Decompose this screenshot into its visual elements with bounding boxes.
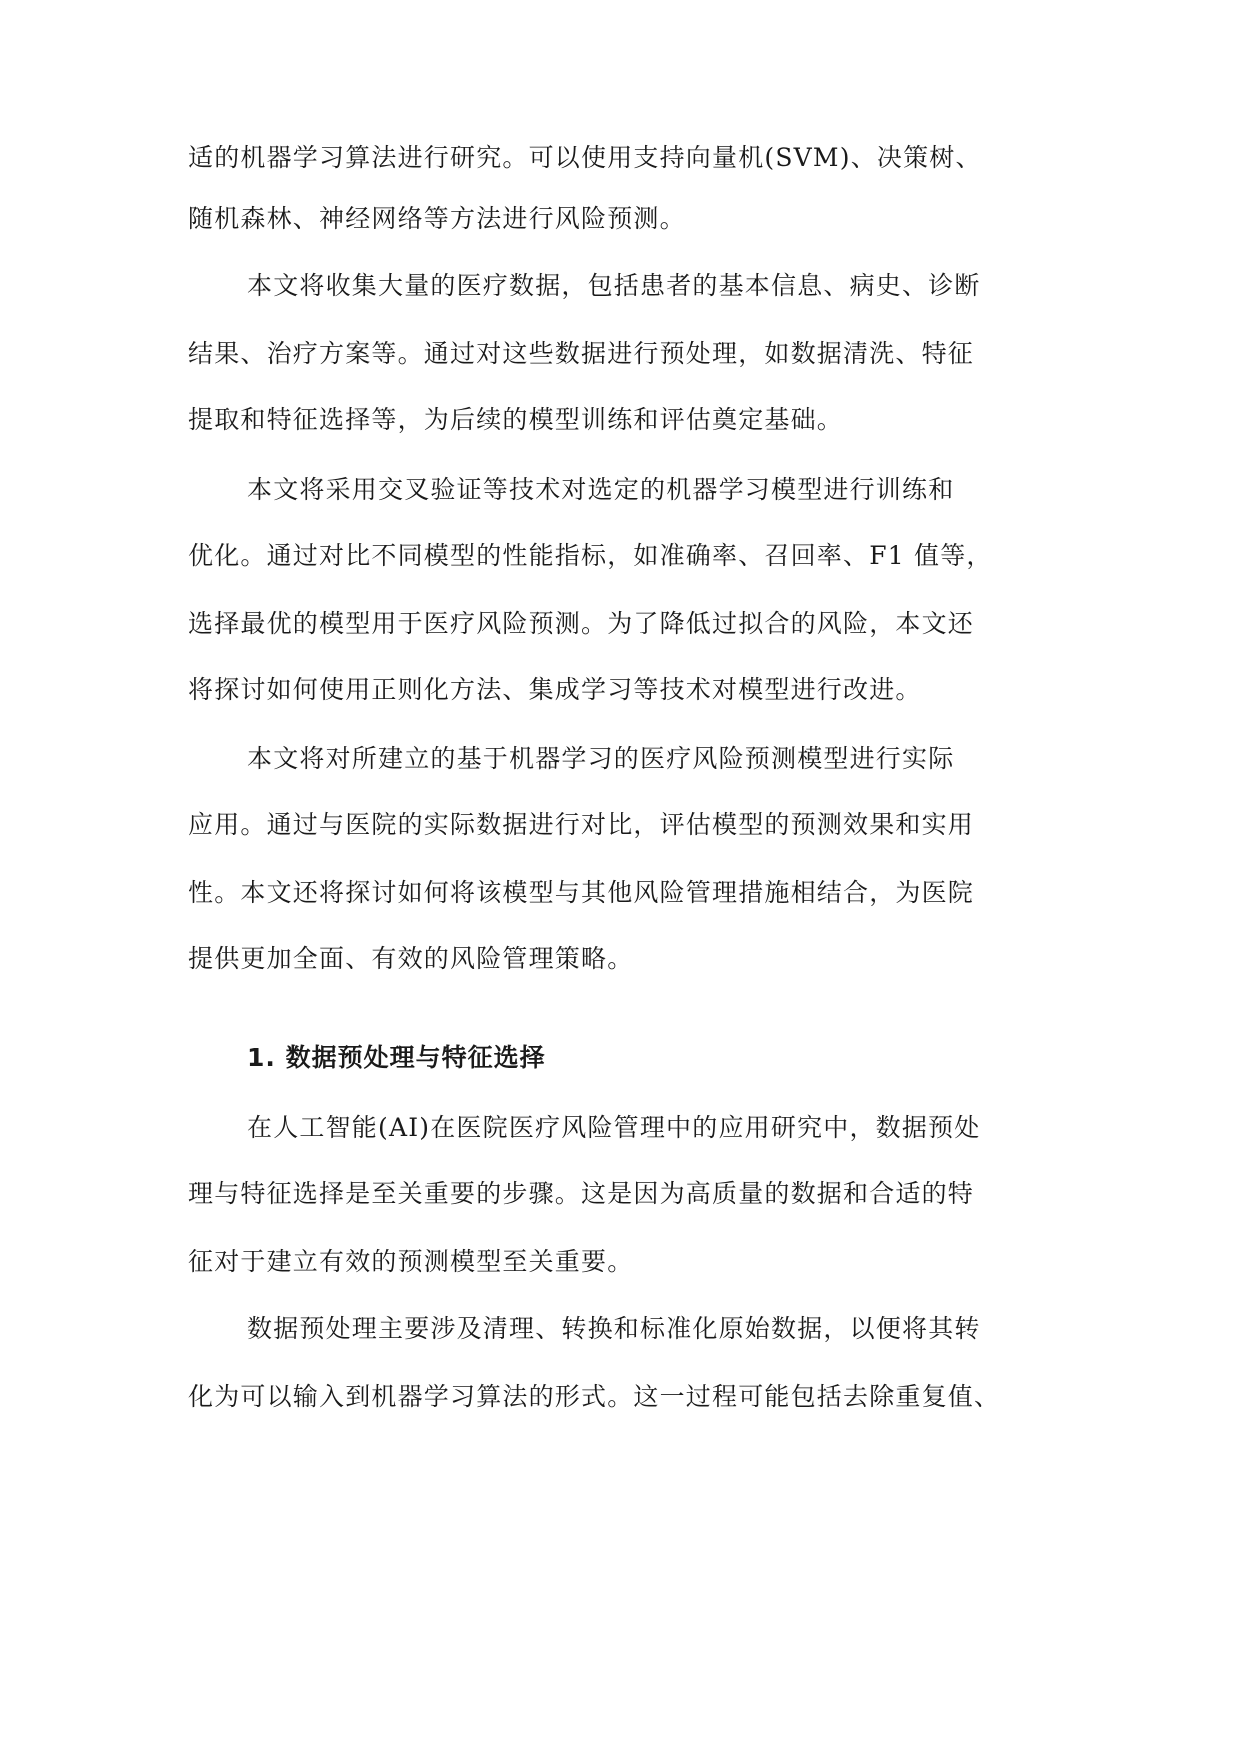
paragraph-line: 本文将采用交叉验证等技术对选定的机器学习模型进行训练和 <box>247 475 955 504</box>
section-heading: 1. 数据预处理与特征选择 <box>247 1043 546 1072</box>
paragraph-line: 化为可以输入到机器学习算法的形式。这一过程可能包括去除重复值、 <box>188 1382 1001 1411</box>
paragraph-line: 优化。通过对比不同模型的性能指标，如准确率、召回率、F1 值等， <box>188 541 993 570</box>
paragraph-line: 应用。通过与医院的实际数据进行对比，评估模型的预测效果和实用 <box>188 810 975 839</box>
paragraph-line: 在人工智能(AI)在医院医疗风险管理中的应用研究中，数据预处 <box>247 1113 981 1142</box>
paragraph-line: 本文将收集大量的医疗数据，包括患者的基本信息、病史、诊断 <box>247 271 981 300</box>
paragraph-line: 数据预处理主要涉及清理、转换和标准化原始数据，以便将其转 <box>247 1314 981 1343</box>
paragraph-line: 结果、治疗方案等。通过对这些数据进行预处理，如数据清洗、特征 <box>188 339 975 368</box>
paragraph-line: 征对于建立有效的预测模型至关重要。 <box>188 1247 634 1276</box>
paragraph-line: 性。本文还将探讨如何将该模型与其他风险管理措施相结合，为医院 <box>188 878 975 907</box>
paragraph-line: 随机森林、神经网络等方法进行风险预测。 <box>188 204 686 233</box>
paragraph-line: 适的机器学习算法进行研究。可以使用支持向量机(SVM)、决策树、 <box>188 143 982 172</box>
paragraph-line: 本文将对所建立的基于机器学习的医疗风险预测模型进行实际 <box>247 744 955 773</box>
paragraph-line: 提供更加全面、有效的风险管理策略。 <box>188 944 634 973</box>
paragraph-line: 选择最优的模型用于医疗风险预测。为了降低过拟合的风险，本文还 <box>188 609 975 638</box>
paragraph-line: 提取和特征选择等，为后续的模型训练和评估奠定基础。 <box>188 405 844 434</box>
paragraph-line: 理与特征选择是至关重要的步骤。这是因为高质量的数据和合适的特 <box>188 1179 975 1208</box>
paragraph-line: 将探讨如何使用正则化方法、集成学习等技术对模型进行改进。 <box>188 675 922 704</box>
